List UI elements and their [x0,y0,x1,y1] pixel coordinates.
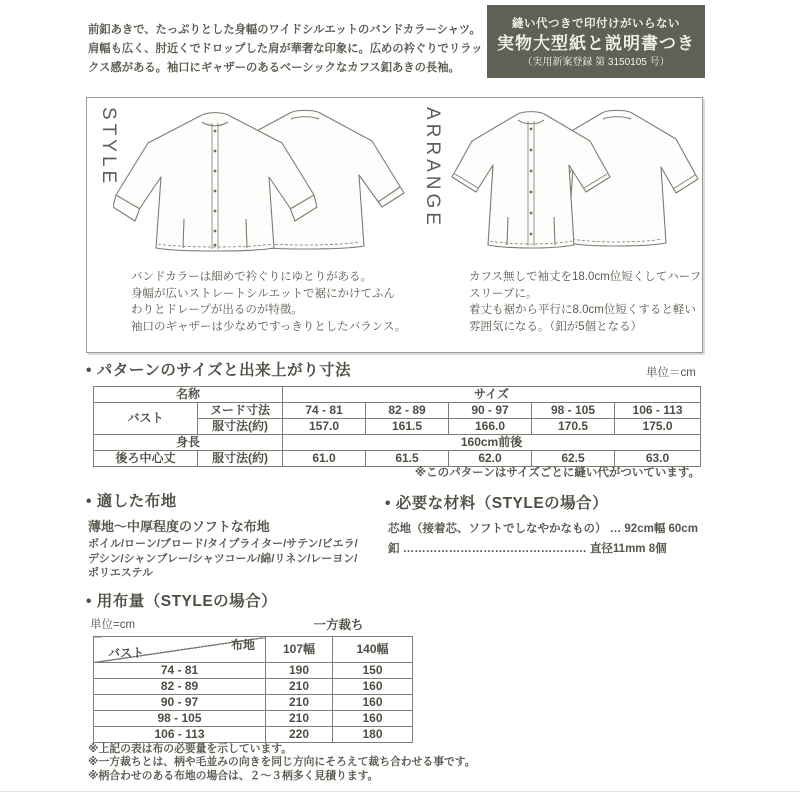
material-leader: ………………………………………… [402,543,587,556]
pattern-note: ※このパターンはサイズごとに縫い代がついています。 [414,467,700,479]
materials-item [388,539,698,559]
size-table-size-header: サイズ [283,387,701,403]
cut-method-label: 一方裁ち [313,618,364,632]
badge-line-1: 縫い代つきで印付けがいらない [512,18,680,30]
table-cell: 166.0 [449,419,532,435]
yardage-section-heading: • 用布量（STYLEの場合） [86,593,278,610]
arrange-label: ARRANGE [422,107,443,229]
table-cell: 220 [266,727,333,743]
table-row [94,711,413,727]
table-cell: 161.5 [366,419,449,435]
yardage-col-header: 140幅 [333,637,413,663]
materials-item [388,519,698,539]
table-cell: 90 - 97 [94,695,266,711]
style-caption: バンドカラーは細めで衿ぐりにゆとりがある。 身幅が広いストレートシルエットで裾にかけてふん わりとドレープが出るのが特徴。 袖口のギャザーは少なめですっきりとしたバランス。 [131,271,407,333]
size-section-heading: • パターンのサイズと出来上がり寸法 [86,362,352,379]
table-row [94,663,413,679]
size-table-garment-label: 服寸法(約) [198,419,283,435]
table-cell: 61.0 [283,451,366,467]
material-value: 92cm幅 60cm [624,523,698,535]
table-cell: 180 [333,727,413,743]
table-cell: 63.0 [615,451,701,467]
arrange-shirt-illustration [449,103,699,253]
yardage-col-header: 107幅 [266,637,333,663]
table-row [94,695,413,711]
table-cell: 61.5 [366,451,449,467]
table-cell: 74 - 81 [283,403,366,419]
size-table-nude-label: ヌード寸法 [198,403,283,419]
style-shirt-illustration [113,103,413,253]
table-cell: 210 [266,679,333,695]
table-cell: 210 [266,695,333,711]
bottom-divider [0,791,800,792]
announcement-badge [487,5,705,78]
size-table-back-garment-label: 服寸法(約) [198,451,283,467]
size-table [93,386,701,467]
fabric-section-heading: • 適した布地 [86,493,177,510]
badge-line-2: 実物大型紙と説明書つき [497,34,695,53]
illustration-panel [86,97,703,353]
size-table-back-length-label: 後ろ中心丈 [94,451,198,467]
unit-label-bottom: 単位=cm [90,619,136,631]
size-table-height-value: 160cm前後 [283,435,701,451]
table-cell: 160 [333,695,413,711]
corner-fabric-label: 布地 [230,638,255,652]
badge-line-3: （実用新案登録 第 3150105 号） [522,57,670,68]
table-cell: 106 - 113 [94,727,266,743]
table-cell: 106 - 113 [615,403,701,419]
table-cell: 62.5 [532,451,615,467]
table-cell: 62.0 [449,451,532,467]
table-cell: 160 [333,679,413,695]
table-cell: 170.5 [532,419,615,435]
table-cell: 82 - 89 [366,403,449,419]
material-label: 芯地（接着芯、ソフトでしなやかなもの） [388,523,607,535]
table-cell: 98 - 105 [532,403,615,419]
yardage-notes: ※上記の表は布の必要量を示しています。 ※一方裁ちとは、柄や毛並みの向きを同じ方向にそろえて裁ち合わせる事です。 ※柄合わせのある布地の場合は、２〜３柄多く見積ります。 [88,743,476,782]
size-table-bust-label: バスト [94,403,198,435]
table-cell: 98 - 105 [94,711,266,727]
table-cell: 150 [333,663,413,679]
table-cell: 190 [266,663,333,679]
intro-text: 前釦あきで、たっぷりとした身幅のワイドシルエットのバンドカラーシャツ。 肩幅も広く、肘近くでドロップした肩が華奢な印象に。広めの衿ぐりでリラッ クス感がある。袖口にギャザーのあるベーシックなカフス釦あきの長袖。 [88,24,483,74]
style-label: STYLE [98,107,119,188]
materials-section-heading: • 必要な材料（STYLEの場合） [385,495,609,512]
table-cell: 74 - 81 [94,663,266,679]
yardage-corner-cell [94,637,266,663]
corner-bust-label: バスト [108,646,145,660]
table-row [94,727,413,743]
yardage-table [93,636,413,743]
material-value: 直径11mm 8個 [589,543,667,556]
unit-label-top: 単位＝cm [646,367,696,379]
table-cell: 157.0 [283,419,366,435]
table-cell: 90 - 97 [449,403,532,419]
table-cell: 210 [266,711,333,727]
fabric-list: ボイル/ローン/ブロード/タイプライター/サテン/ビエラ/ デシン/シャンブレー/シャツコール/綿/リネン/レーヨン/ ポリエステル [88,538,358,579]
table-cell: 175.0 [615,419,701,435]
size-table-height-label: 身長 [94,435,283,451]
material-leader: … [609,523,622,535]
table-row [94,679,413,695]
table-cell: 82 - 89 [94,679,266,695]
material-label: 釦 [388,543,400,556]
fabric-subheading: 薄地〜中厚程度のソフトな布地 [88,519,270,534]
size-table-name-header: 名称 [94,387,283,403]
arrange-caption: カフス無しで袖丈を18.0cm位短くしてハーフ スリーブに。 着丈も裾から平行に8.0cm位短くすると軽い 雰囲気になる。（釦が5個となる） [469,271,702,333]
table-cell: 160 [333,711,413,727]
materials-list [388,519,698,559]
